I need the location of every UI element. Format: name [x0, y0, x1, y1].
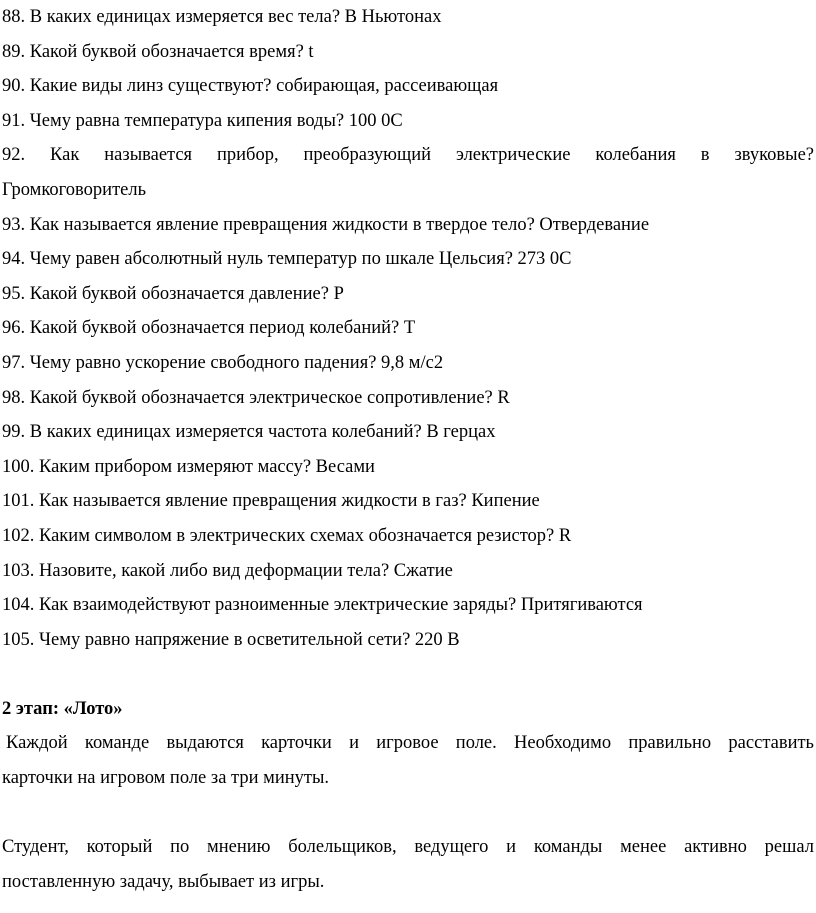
stage-paragraph-2-line-2: поставленную задачу, выбывает из игры.	[2, 871, 325, 892]
question-90: 90. Какие виды линз существуют? собирающая, рассеивающая	[2, 76, 499, 97]
stage-title: 2 этап: «Лото»	[2, 698, 123, 719]
question-95: 95. Какой буквой обозначается давление? Р	[2, 283, 344, 304]
question-100: 100. Каким прибором измеряют массу? Весами	[2, 456, 375, 477]
question-92: 92. Как называется прибор, преобразующий электрические колебания в звуковые?	[2, 145, 814, 166]
question-105: 105. Чему равно напряжение в осветительной сети? 220 В	[2, 629, 460, 650]
question-list	[2, 0, 814, 657]
question-89: 89. Какой буквой обозначается время? t	[2, 41, 314, 62]
spacer	[2, 796, 814, 831]
question-91: 91. Чему равна температура кипения воды? 100 0С	[2, 110, 403, 131]
question-93: 93. Как называется явление превращения жидкости в твердое тело? Отвердевание	[2, 214, 650, 235]
question-104: 104. Как взаимодействуют разноименные электрические заряды? Притягиваются	[2, 595, 643, 616]
spacer	[2, 657, 814, 692]
stage-paragraph-1-line-2: карточки на игровом поле за три минуты.	[2, 768, 330, 789]
stage-paragraph-1-line-1: Каждой команде выдаются карточки и игровое поле. Необходимо правильно расставить	[6, 733, 814, 754]
question-101: 101. Как называется явление превращения жидкости в газ? Кипение	[2, 491, 540, 512]
stage-paragraph-2-line-1: Студент, который по мнению болельщиков, ведущего и команды менее активно решал	[2, 837, 814, 858]
question-96: 96. Какой буквой обозначается период колебаний? Т	[2, 318, 416, 339]
question-94: 94. Чему равен абсолютный нуль температур по шкале Цельсия? 273 0С	[2, 249, 572, 270]
question-99: 99. В каких единицах измеряется частота колебаний? В герцах	[2, 422, 496, 443]
question-98: 98. Какой буквой обозначается электрическое сопротивление? R	[2, 387, 510, 408]
question-103: 103. Назовите, какой либо вид деформации тела? Сжатие	[2, 560, 453, 581]
question-102: 102. Каким символом в электрических схемах обозначается резистор? R	[2, 525, 572, 546]
question-97: 97. Чему равно ускорение свободного падения? 9,8 м/с2	[2, 352, 444, 373]
question-88: 88. В каких единицах измеряется вес тела? В Ньютонах	[2, 7, 442, 27]
question-92-answer: Громкоговоритель	[2, 179, 147, 200]
